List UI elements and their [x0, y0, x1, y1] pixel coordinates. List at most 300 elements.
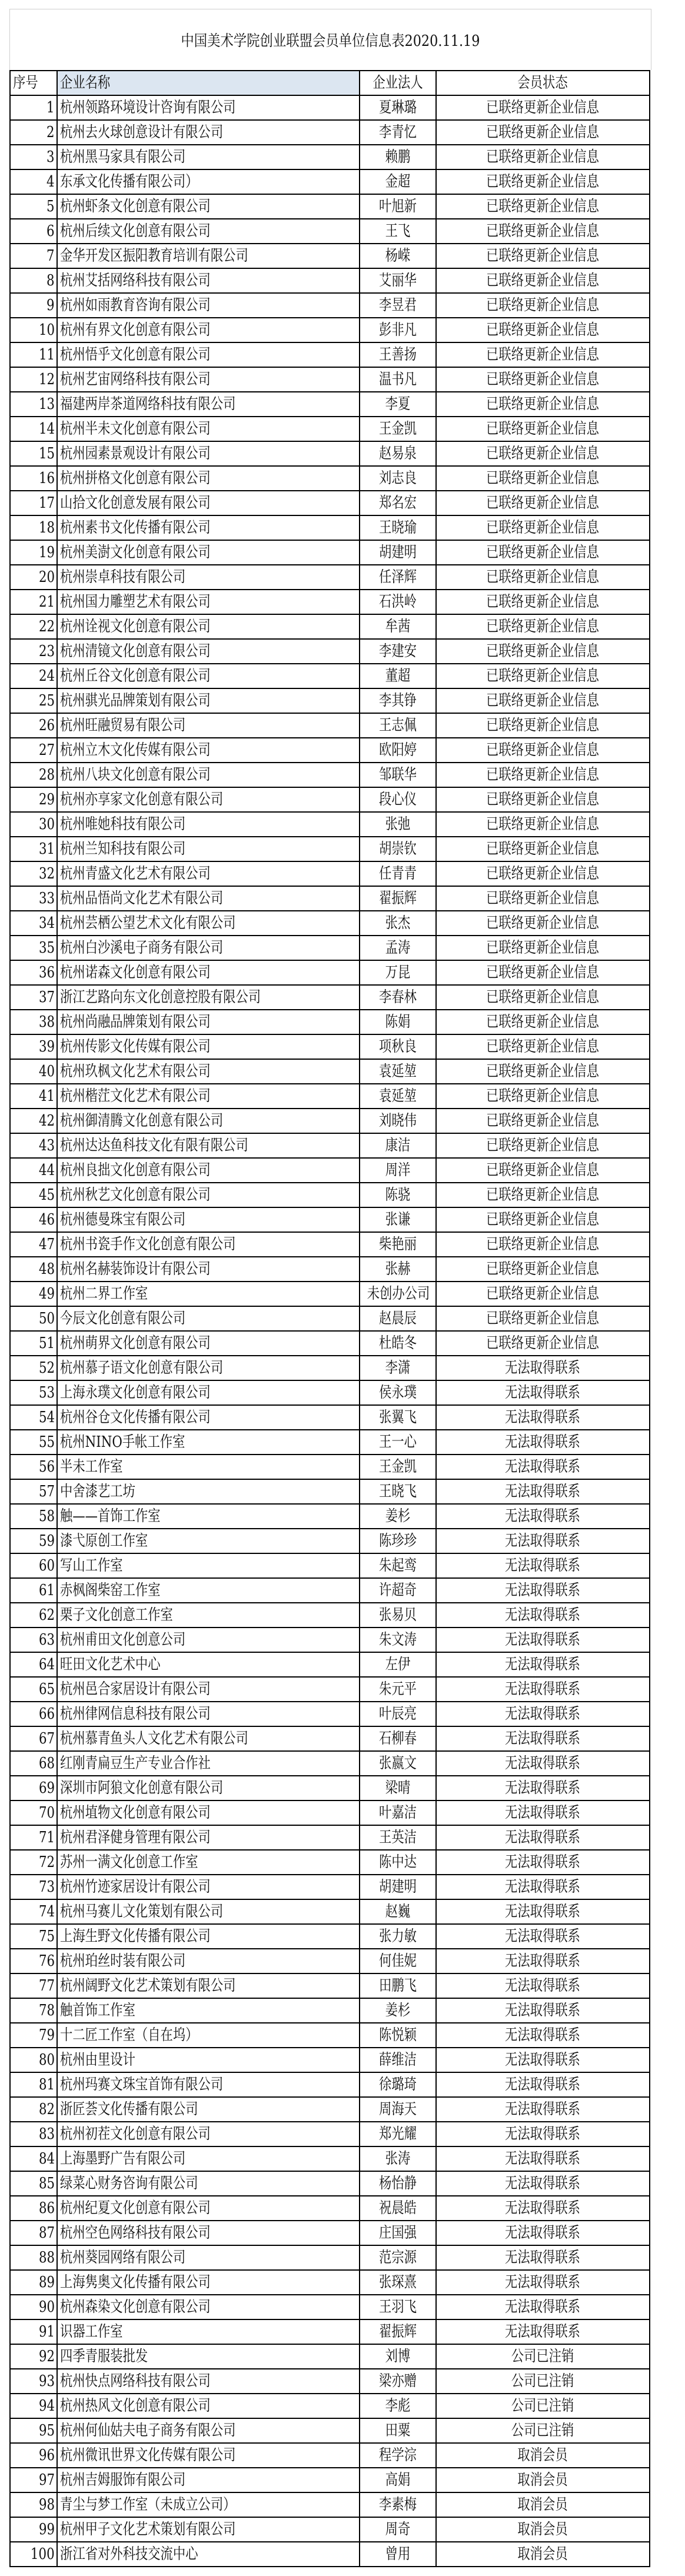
member-status-cell[interactable]: 无法取得联系 — [436, 1356, 650, 1380]
member-status-cell[interactable]: 无法取得联系 — [436, 1405, 650, 1430]
company-name-cell[interactable]: 十二匠工作室（自在坞） — [57, 2023, 360, 2048]
legal-person-cell[interactable]: 祝晨皓 — [360, 2196, 436, 2221]
num-cell[interactable]: 21 — [10, 590, 57, 614]
legal-person-cell[interactable]: 赵晨辰 — [360, 1306, 436, 1331]
num-cell[interactable]: 2 — [10, 120, 57, 145]
company-name-cell[interactable]: 上海隽奥文化传播有限公司 — [57, 2270, 360, 2295]
legal-person-cell[interactable]: 王善扬 — [360, 342, 436, 367]
legal-person-cell[interactable]: 赵易泉 — [360, 441, 436, 466]
legal-person-cell[interactable]: 夏琳璐 — [360, 95, 436, 120]
member-status-cell[interactable]: 取消会员 — [436, 2443, 650, 2468]
num-cell[interactable]: 98 — [10, 2492, 57, 2517]
legal-person-cell[interactable]: 李素梅 — [360, 2492, 436, 2517]
legal-person-cell[interactable]: 陈娟 — [360, 1010, 436, 1034]
company-name-cell[interactable]: 触首饰工作室 — [57, 1998, 360, 2023]
member-status-cell[interactable]: 已联络更新企业信息 — [436, 1034, 650, 1059]
company-name-cell[interactable]: 杭州埴物文化创意有限公司 — [57, 1800, 360, 1825]
member-status-cell[interactable]: 已联络更新企业信息 — [436, 1232, 650, 1257]
member-status-cell[interactable]: 取消会员 — [436, 2468, 650, 2492]
num-cell[interactable]: 47 — [10, 1232, 57, 1257]
company-name-cell[interactable]: 杭州青盛文化艺术有限公司 — [57, 861, 360, 886]
member-status-cell[interactable]: 无法取得联系 — [436, 1850, 650, 1875]
legal-person-cell[interactable]: 张琛熹 — [360, 2270, 436, 2295]
member-status-cell[interactable]: 无法取得联系 — [436, 1998, 650, 2023]
legal-person-cell[interactable]: 陈骁 — [360, 1183, 436, 1207]
num-cell[interactable]: 71 — [10, 1825, 57, 1850]
legal-person-cell[interactable]: 左伊 — [360, 1652, 436, 1677]
num-cell[interactable]: 7 — [10, 244, 57, 268]
member-status-cell[interactable]: 已联络更新企业信息 — [436, 565, 650, 590]
member-status-cell[interactable]: 无法取得联系 — [436, 1553, 650, 1578]
company-name-cell[interactable]: 东承文化传播有限公司） — [57, 169, 360, 194]
company-name-cell[interactable]: 杭州半未文化创意有限公司 — [57, 417, 360, 441]
company-name-cell[interactable]: 杭州白沙溪电子商务有限公司 — [57, 936, 360, 960]
num-cell[interactable]: 45 — [10, 1183, 57, 1207]
num-cell[interactable]: 61 — [10, 1578, 57, 1603]
legal-person-cell[interactable]: 杜皓冬 — [360, 1331, 436, 1356]
member-status-cell[interactable]: 无法取得联系 — [436, 1430, 650, 1455]
num-cell[interactable]: 19 — [10, 540, 57, 565]
member-status-cell[interactable]: 已联络更新企业信息 — [436, 639, 650, 664]
legal-person-cell[interactable]: 杨怡静 — [360, 2171, 436, 2196]
legal-person-cell[interactable]: 董超 — [360, 664, 436, 688]
member-status-cell[interactable]: 无法取得联系 — [436, 1504, 650, 1529]
company-name-cell[interactable]: 杭州虾条文化创意有限公司 — [57, 194, 360, 219]
legal-person-cell[interactable]: 周洋 — [360, 1158, 436, 1183]
member-status-cell[interactable]: 无法取得联系 — [436, 1949, 650, 1973]
num-cell[interactable]: 29 — [10, 787, 57, 812]
num-cell[interactable]: 75 — [10, 1924, 57, 1949]
company-name-cell[interactable]: 赤枫阁柴窑工作室 — [57, 1578, 360, 1603]
member-status-cell[interactable]: 公司已注销 — [436, 2369, 650, 2394]
num-cell[interactable]: 62 — [10, 1603, 57, 1628]
company-name-cell[interactable]: 杭州唯她科技有限公司 — [57, 812, 360, 837]
num-cell[interactable]: 73 — [10, 1875, 57, 1899]
num-cell[interactable]: 64 — [10, 1652, 57, 1677]
legal-person-cell[interactable]: 李夏 — [360, 392, 436, 417]
company-name-cell[interactable]: 杭州微讯世界文化传媒有限公司 — [57, 2443, 360, 2468]
num-cell[interactable]: 95 — [10, 2418, 57, 2443]
member-status-cell[interactable]: 已联络更新企业信息 — [436, 688, 650, 713]
company-name-cell[interactable]: 杭州初茬文化创意有限公司 — [57, 2122, 360, 2146]
member-status-cell[interactable]: 无法取得联系 — [436, 2270, 650, 2295]
member-status-cell[interactable]: 取消会员 — [436, 2492, 650, 2517]
num-cell[interactable]: 74 — [10, 1899, 57, 1924]
num-cell[interactable]: 26 — [10, 713, 57, 738]
num-cell[interactable]: 66 — [10, 1702, 57, 1726]
member-status-cell[interactable]: 已联络更新企业信息 — [436, 169, 650, 194]
company-name-cell[interactable]: 浙匠荟文化传播有限公司 — [57, 2097, 360, 2122]
legal-person-cell[interactable]: 叶辰亮 — [360, 1702, 436, 1726]
legal-person-cell[interactable]: 王金凯 — [360, 1455, 436, 1479]
num-cell[interactable]: 25 — [10, 688, 57, 713]
company-name-cell[interactable]: 杭州珀丝时装有限公司 — [57, 1949, 360, 1973]
legal-person-cell[interactable]: 任青青 — [360, 861, 436, 886]
member-status-cell[interactable]: 已联络更新企业信息 — [436, 787, 650, 812]
member-status-cell[interactable]: 无法取得联系 — [436, 1702, 650, 1726]
num-cell[interactable]: 99 — [10, 2517, 57, 2542]
legal-person-cell[interactable]: 石洪岭 — [360, 590, 436, 614]
legal-person-cell[interactable]: 徐璐琦 — [360, 2072, 436, 2097]
member-status-cell[interactable]: 已联络更新企业信息 — [436, 293, 650, 318]
company-name-cell[interactable]: 杭州旺融贸易有限公司 — [57, 713, 360, 738]
legal-person-cell[interactable]: 许超奇 — [360, 1578, 436, 1603]
company-name-cell[interactable]: 杭州素书文化传播有限公司 — [57, 515, 360, 540]
legal-person-cell[interactable]: 任泽辉 — [360, 565, 436, 590]
company-name-cell[interactable]: 漆弋原创工作室 — [57, 1529, 360, 1553]
num-cell[interactable]: 76 — [10, 1949, 57, 1973]
company-name-cell[interactable]: 杭州热风文化创意有限公司 — [57, 2394, 360, 2418]
num-cell[interactable]: 27 — [10, 738, 57, 763]
num-cell[interactable]: 100 — [10, 2542, 57, 2567]
legal-person-cell[interactable]: 陈悦颖 — [360, 2023, 436, 2048]
company-name-cell[interactable]: 杭州律网信息科技有限公司 — [57, 1702, 360, 1726]
company-name-cell[interactable]: 上海生野文化传播有限公司 — [57, 1924, 360, 1949]
legal-person-cell[interactable]: 张杰 — [360, 911, 436, 936]
member-status-cell[interactable]: 已联络更新企业信息 — [436, 936, 650, 960]
member-status-cell[interactable]: 已联络更新企业信息 — [436, 145, 650, 169]
num-cell[interactable]: 11 — [10, 342, 57, 367]
legal-person-cell[interactable]: 温书凡 — [360, 367, 436, 392]
member-status-cell[interactable]: 无法取得联系 — [436, 1776, 650, 1800]
num-cell[interactable]: 6 — [10, 219, 57, 244]
member-status-cell[interactable]: 已联络更新企业信息 — [436, 417, 650, 441]
member-status-cell[interactable]: 已联络更新企业信息 — [436, 614, 650, 639]
num-cell[interactable]: 68 — [10, 1751, 57, 1776]
num-cell[interactable]: 43 — [10, 1133, 57, 1158]
company-name-cell[interactable]: 写山工作室 — [57, 1553, 360, 1578]
member-status-cell[interactable]: 无法取得联系 — [436, 1652, 650, 1677]
member-status-cell[interactable]: 无法取得联系 — [436, 1875, 650, 1899]
member-status-cell[interactable]: 已联络更新企业信息 — [436, 1109, 650, 1133]
company-name-cell[interactable]: 杭州有界文化创意有限公司 — [57, 318, 360, 342]
member-status-cell[interactable]: 无法取得联系 — [436, 2072, 650, 2097]
member-status-cell[interactable]: 已联络更新企业信息 — [436, 392, 650, 417]
legal-person-cell[interactable]: 彭非凡 — [360, 318, 436, 342]
legal-person-cell[interactable]: 陈中达 — [360, 1850, 436, 1875]
company-name-cell[interactable]: 杭州品悟尚文化艺术有限公司 — [57, 886, 360, 911]
company-name-cell[interactable]: 杭州骐光品牌策划有限公司 — [57, 688, 360, 713]
num-cell[interactable]: 97 — [10, 2468, 57, 2492]
num-cell[interactable]: 8 — [10, 268, 57, 293]
company-name-cell[interactable]: 杭州甫田文化创意公司 — [57, 1628, 360, 1652]
company-name-cell[interactable]: 旺田文化艺术中心 — [57, 1652, 360, 1677]
legal-person-cell[interactable]: 欧阳婷 — [360, 738, 436, 763]
header-name[interactable]: 企业名称 — [57, 71, 360, 95]
company-name-cell[interactable]: 杭州达达鱼科技文化有限有限公司 — [57, 1133, 360, 1158]
legal-person-cell[interactable]: 李彪 — [360, 2394, 436, 2418]
num-cell[interactable]: 10 — [10, 318, 57, 342]
member-status-cell[interactable]: 无法取得联系 — [436, 2097, 650, 2122]
company-name-cell[interactable]: 杭州拼格文化创意有限公司 — [57, 466, 360, 491]
legal-person-cell[interactable]: 张易贝 — [360, 1603, 436, 1628]
member-status-cell[interactable]: 已联络更新企业信息 — [436, 738, 650, 763]
member-status-cell[interactable]: 已联络更新企业信息 — [436, 590, 650, 614]
num-cell[interactable]: 14 — [10, 417, 57, 441]
num-cell[interactable]: 78 — [10, 1998, 57, 2023]
company-name-cell[interactable]: 杭州慕青鱼头人文化艺术有限公司 — [57, 1726, 360, 1751]
legal-person-cell[interactable]: 段心仪 — [360, 787, 436, 812]
company-name-cell[interactable]: 杭州良拙文化创意有限公司 — [57, 1158, 360, 1183]
num-cell[interactable]: 72 — [10, 1850, 57, 1875]
num-cell[interactable]: 1 — [10, 95, 57, 120]
legal-person-cell[interactable]: 庄国强 — [360, 2221, 436, 2245]
company-name-cell[interactable]: 杭州书瓷手作文化创意有限公司 — [57, 1232, 360, 1257]
company-name-cell[interactable]: 杭州领路环境设计咨询有限公司 — [57, 95, 360, 120]
company-name-cell[interactable]: 栗子文化创意工作室 — [57, 1603, 360, 1628]
num-cell[interactable]: 49 — [10, 1282, 57, 1306]
num-cell[interactable]: 48 — [10, 1257, 57, 1282]
member-status-cell[interactable]: 已联络更新企业信息 — [436, 466, 650, 491]
company-name-cell[interactable]: 金华开发区振阳教育培训有限公司 — [57, 244, 360, 268]
member-status-cell[interactable]: 已联络更新企业信息 — [436, 219, 650, 244]
num-cell[interactable]: 84 — [10, 2146, 57, 2171]
num-cell[interactable]: 23 — [10, 639, 57, 664]
num-cell[interactable]: 4 — [10, 169, 57, 194]
company-name-cell[interactable]: 杭州美澍文化创意有限公司 — [57, 540, 360, 565]
company-name-cell[interactable]: 杭州御清腾文化创意有限公司 — [57, 1109, 360, 1133]
legal-person-cell[interactable]: 李其铮 — [360, 688, 436, 713]
num-cell[interactable]: 34 — [10, 911, 57, 936]
company-name-cell[interactable]: 杭州亦享家文化创意有限公司 — [57, 787, 360, 812]
company-name-cell[interactable]: 浙江艺路向东文化创意控股有限公司 — [57, 985, 360, 1010]
company-name-cell[interactable]: 杭州阔野文化艺术策划有限公司 — [57, 1973, 360, 1998]
member-status-cell[interactable]: 公司已注销 — [436, 2418, 650, 2443]
company-name-cell[interactable]: 杭州纪夏文化创意有限公司 — [57, 2196, 360, 2221]
legal-person-cell[interactable]: 李春林 — [360, 985, 436, 1010]
num-cell[interactable]: 81 — [10, 2072, 57, 2097]
legal-person-cell[interactable]: 柴艳丽 — [360, 1232, 436, 1257]
num-cell[interactable]: 37 — [10, 985, 57, 1010]
company-name-cell[interactable]: 杭州快点网络科技有限公司 — [57, 2369, 360, 2394]
company-name-cell[interactable]: 杭州君泽健身管理有限公司 — [57, 1825, 360, 1850]
member-status-cell[interactable]: 已联络更新企业信息 — [436, 861, 650, 886]
legal-person-cell[interactable]: 艾丽华 — [360, 268, 436, 293]
member-status-cell[interactable]: 无法取得联系 — [436, 1973, 650, 1998]
company-name-cell[interactable]: 杭州黑马家具有限公司 — [57, 145, 360, 169]
company-name-cell[interactable]: 上海墨野广告有限公司 — [57, 2146, 360, 2171]
member-status-cell[interactable]: 已联络更新企业信息 — [436, 812, 650, 837]
legal-person-cell[interactable]: 翟振辉 — [360, 886, 436, 911]
num-cell[interactable]: 85 — [10, 2171, 57, 2196]
legal-person-cell[interactable]: 未创办公司 — [360, 1282, 436, 1306]
num-cell[interactable]: 88 — [10, 2245, 57, 2270]
num-cell[interactable]: 83 — [10, 2122, 57, 2146]
company-name-cell[interactable]: 杭州芸栖公望艺术文化有限公司 — [57, 911, 360, 936]
member-status-cell[interactable]: 已联络更新企业信息 — [436, 960, 650, 985]
legal-person-cell[interactable]: 石柳春 — [360, 1726, 436, 1751]
member-status-cell[interactable]: 已联络更新企业信息 — [436, 1207, 650, 1232]
company-name-cell[interactable]: 深圳市阿狼文化创意有限公司 — [57, 1776, 360, 1800]
legal-person-cell[interactable]: 赖鹏 — [360, 145, 436, 169]
company-name-cell[interactable]: 杭州邑合家居设计有限公司 — [57, 1677, 360, 1702]
company-name-cell[interactable]: 浙江省对外科技交流中心 — [57, 2542, 360, 2567]
legal-person-cell[interactable]: 张涛 — [360, 2146, 436, 2171]
member-status-cell[interactable]: 无法取得联系 — [436, 1677, 650, 1702]
num-cell[interactable]: 82 — [10, 2097, 57, 2122]
legal-person-cell[interactable]: 田鹏飞 — [360, 1973, 436, 1998]
member-status-cell[interactable]: 无法取得联系 — [436, 2196, 650, 2221]
member-status-cell[interactable]: 已联络更新企业信息 — [436, 1183, 650, 1207]
company-name-cell[interactable]: 杭州慕子语文化创意有限公司 — [57, 1356, 360, 1380]
member-status-cell[interactable]: 已联络更新企业信息 — [436, 441, 650, 466]
num-cell[interactable]: 35 — [10, 936, 57, 960]
legal-person-cell[interactable]: 何佳妮 — [360, 1949, 436, 1973]
legal-person-cell[interactable]: 李潇 — [360, 1356, 436, 1380]
legal-person-cell[interactable]: 高娟 — [360, 2468, 436, 2492]
member-status-cell[interactable]: 已联络更新企业信息 — [436, 911, 650, 936]
company-name-cell[interactable]: 杭州兰知科技有限公司 — [57, 837, 360, 861]
company-name-cell[interactable]: 杭州崇卓科技有限公司 — [57, 565, 360, 590]
company-name-cell[interactable]: 杭州马赛儿文化策划有限公司 — [57, 1899, 360, 1924]
num-cell[interactable]: 57 — [10, 1479, 57, 1504]
legal-person-cell[interactable]: 王飞 — [360, 219, 436, 244]
num-cell[interactable]: 79 — [10, 2023, 57, 2048]
member-status-cell[interactable]: 已联络更新企业信息 — [436, 1084, 650, 1109]
num-cell[interactable]: 69 — [10, 1776, 57, 1800]
num-cell[interactable]: 93 — [10, 2369, 57, 2394]
company-name-cell[interactable]: 杭州萌界文化创意有限公司 — [57, 1331, 360, 1356]
legal-person-cell[interactable]: 田粟 — [360, 2418, 436, 2443]
legal-person-cell[interactable]: 袁延堃 — [360, 1059, 436, 1084]
header-num[interactable]: 序号 — [10, 71, 57, 95]
legal-person-cell[interactable]: 王晓瑜 — [360, 515, 436, 540]
company-name-cell[interactable]: 绿菜心财务咨询有限公司 — [57, 2171, 360, 2196]
company-name-cell[interactable]: 杭州艾括网络科技有限公司 — [57, 268, 360, 293]
legal-person-cell[interactable]: 张翼飞 — [360, 1405, 436, 1430]
num-cell[interactable]: 91 — [10, 2319, 57, 2344]
num-cell[interactable]: 92 — [10, 2344, 57, 2369]
num-cell[interactable]: 44 — [10, 1158, 57, 1183]
legal-person-cell[interactable]: 梁晴 — [360, 1776, 436, 1800]
num-cell[interactable]: 67 — [10, 1726, 57, 1751]
num-cell[interactable]: 33 — [10, 886, 57, 911]
num-cell[interactable]: 9 — [10, 293, 57, 318]
num-cell[interactable]: 58 — [10, 1504, 57, 1529]
num-cell[interactable]: 13 — [10, 392, 57, 417]
company-name-cell[interactable]: 杭州悟乎文化创意有限公司 — [57, 342, 360, 367]
company-name-cell[interactable]: 杭州秋艺文化创意有限公司 — [57, 1183, 360, 1207]
num-cell[interactable]: 54 — [10, 1405, 57, 1430]
member-status-cell[interactable]: 已联络更新企业信息 — [436, 1158, 650, 1183]
num-cell[interactable]: 59 — [10, 1529, 57, 1553]
company-name-cell[interactable]: 杭州传影文化传媒有限公司 — [57, 1034, 360, 1059]
legal-person-cell[interactable]: 梁亦赠 — [360, 2369, 436, 2394]
member-status-cell[interactable]: 已联络更新企业信息 — [436, 1133, 650, 1158]
company-name-cell[interactable]: 杭州甲子文化艺术策划有限公司 — [57, 2517, 360, 2542]
num-cell[interactable]: 56 — [10, 1455, 57, 1479]
legal-person-cell[interactable]: 刘晓伟 — [360, 1109, 436, 1133]
legal-person-cell[interactable]: 胡建明 — [360, 1875, 436, 1899]
legal-person-cell[interactable]: 姜杉 — [360, 1998, 436, 2023]
num-cell[interactable]: 12 — [10, 367, 57, 392]
legal-person-cell[interactable]: 孟涛 — [360, 936, 436, 960]
company-name-cell[interactable]: 杭州玛赛文珠宝首饰有限公司 — [57, 2072, 360, 2097]
member-status-cell[interactable]: 已联络更新企业信息 — [436, 1059, 650, 1084]
legal-person-cell[interactable]: 侯永璞 — [360, 1380, 436, 1405]
num-cell[interactable]: 39 — [10, 1034, 57, 1059]
legal-person-cell[interactable]: 朱起鸾 — [360, 1553, 436, 1578]
company-name-cell[interactable]: 今辰文化创意有限公司 — [57, 1306, 360, 1331]
company-name-cell[interactable]: 福建两岸茶道网络科技有限公司 — [57, 392, 360, 417]
member-status-cell[interactable]: 已联络更新企业信息 — [436, 763, 650, 787]
company-name-cell[interactable]: 中舍漆艺工坊 — [57, 1479, 360, 1504]
legal-person-cell[interactable]: 康洁 — [360, 1133, 436, 1158]
legal-person-cell[interactable]: 陈珍珍 — [360, 1529, 436, 1553]
company-name-cell[interactable]: 杭州后续文化创意有限公司 — [57, 219, 360, 244]
company-name-cell[interactable]: 杭州何仙姑夫电子商务有限公司 — [57, 2418, 360, 2443]
legal-person-cell[interactable]: 王羽飞 — [360, 2295, 436, 2319]
member-status-cell[interactable]: 无法取得联系 — [436, 2319, 650, 2344]
member-status-cell[interactable]: 已联络更新企业信息 — [436, 1282, 650, 1306]
legal-person-cell[interactable]: 王金凯 — [360, 417, 436, 441]
member-status-cell[interactable]: 公司已注销 — [436, 2344, 650, 2369]
legal-person-cell[interactable]: 李昱君 — [360, 293, 436, 318]
num-cell[interactable]: 51 — [10, 1331, 57, 1356]
num-cell[interactable]: 52 — [10, 1356, 57, 1380]
company-name-cell[interactable]: 山拾文化创意发展有限公司 — [57, 491, 360, 515]
member-status-cell[interactable]: 无法取得联系 — [436, 2146, 650, 2171]
company-name-cell[interactable]: 触——首饰工作室 — [57, 1504, 360, 1529]
num-cell[interactable]: 94 — [10, 2394, 57, 2418]
company-name-cell[interactable]: 上海永璞文化创意有限公司 — [57, 1380, 360, 1405]
member-status-cell[interactable]: 无法取得联系 — [436, 1628, 650, 1652]
legal-person-cell[interactable]: 郑名宏 — [360, 491, 436, 515]
member-status-cell[interactable]: 已联络更新企业信息 — [436, 268, 650, 293]
company-name-cell[interactable]: 杭州艺宙网络科技有限公司 — [57, 367, 360, 392]
company-name-cell[interactable]: 苏州一满文化创意工作室 — [57, 1850, 360, 1875]
member-status-cell[interactable]: 无法取得联系 — [436, 2023, 650, 2048]
company-name-cell[interactable]: 青尘与梦工作室（未成立公司） — [57, 2492, 360, 2517]
legal-person-cell[interactable]: 李建安 — [360, 639, 436, 664]
legal-person-cell[interactable]: 刘博 — [360, 2344, 436, 2369]
member-status-cell[interactable]: 已联络更新企业信息 — [436, 886, 650, 911]
legal-person-cell[interactable]: 胡崇钦 — [360, 837, 436, 861]
num-cell[interactable]: 46 — [10, 1207, 57, 1232]
member-status-cell[interactable]: 无法取得联系 — [436, 1751, 650, 1776]
num-cell[interactable]: 31 — [10, 837, 57, 861]
company-name-cell[interactable]: 杭州清镜文化创意有限公司 — [57, 639, 360, 664]
legal-person-cell[interactable]: 万昆 — [360, 960, 436, 985]
num-cell[interactable]: 24 — [10, 664, 57, 688]
num-cell[interactable]: 70 — [10, 1800, 57, 1825]
num-cell[interactable]: 18 — [10, 515, 57, 540]
member-status-cell[interactable]: 无法取得联系 — [436, 1899, 650, 1924]
company-name-cell[interactable]: 杭州楷茳文化艺术有限公司 — [57, 1084, 360, 1109]
num-cell[interactable]: 53 — [10, 1380, 57, 1405]
legal-person-cell[interactable]: 王志佩 — [360, 713, 436, 738]
legal-person-cell[interactable]: 胡建明 — [360, 540, 436, 565]
member-status-cell[interactable]: 无法取得联系 — [436, 2295, 650, 2319]
member-status-cell[interactable]: 已联络更新企业信息 — [436, 244, 650, 268]
member-status-cell[interactable]: 无法取得联系 — [436, 1578, 650, 1603]
company-name-cell[interactable]: 半未工作室 — [57, 1455, 360, 1479]
company-name-cell[interactable]: 杭州诠视文化创意有限公司 — [57, 614, 360, 639]
legal-person-cell[interactable]: 赵巍 — [360, 1899, 436, 1924]
num-cell[interactable]: 41 — [10, 1084, 57, 1109]
legal-person-cell[interactable]: 姜杉 — [360, 1504, 436, 1529]
company-name-cell[interactable]: 识器工作室 — [57, 2319, 360, 2344]
company-name-cell[interactable]: 杭州八块文化创意有限公司 — [57, 763, 360, 787]
legal-person-cell[interactable]: 朱元平 — [360, 1677, 436, 1702]
company-name-cell[interactable]: 杭州立木文化传媒有限公司 — [57, 738, 360, 763]
company-name-cell[interactable]: 杭州竹迹家居设计有限公司 — [57, 1875, 360, 1899]
header-status[interactable]: 会员状态 — [436, 71, 650, 95]
member-status-cell[interactable]: 已联络更新企业信息 — [436, 120, 650, 145]
company-name-cell[interactable]: 杭州葵园网络有限公司 — [57, 2245, 360, 2270]
legal-person-cell[interactable]: 张谦 — [360, 1207, 436, 1232]
num-cell[interactable]: 89 — [10, 2270, 57, 2295]
